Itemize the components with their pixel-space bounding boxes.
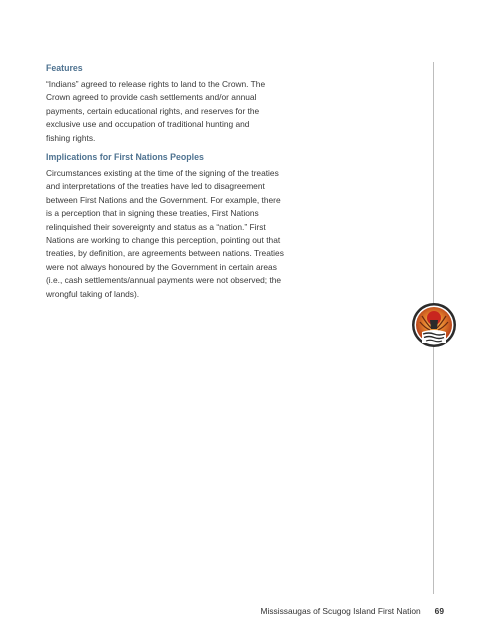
text-line: (i.e., cash settlements/annual payments were not observed; the: [46, 275, 282, 286]
main-content: [46, 62, 308, 307]
text-line: Circumstances existing at the time of the signing of the treaties: [46, 168, 279, 179]
page-footer: [261, 606, 444, 616]
text-line: is a perception that in signing these treaties, First Nations: [46, 208, 259, 219]
text-line: exclusive use and occupation of traditional hunting and: [46, 119, 250, 130]
text-line: treaties, by definition, are agreements between nations. Treaties: [46, 248, 284, 259]
text-line: payments, certain educational rights, and reserves for the: [46, 105, 260, 116]
text-line: wrongful taking of lands).: [46, 288, 140, 299]
text-line: between First Nations and the Government. For example, there: [46, 194, 281, 205]
first-nation-emblem-icon: [411, 302, 457, 348]
text-line: Crown agreed to provide cash settlements and/or annual: [46, 92, 257, 103]
implications-paragraph: [46, 167, 308, 301]
text-line: “Indians” agreed to release rights to land to the Crown. The: [46, 79, 266, 89]
text-line: and interpretations of the treaties have led to disagreement: [46, 181, 265, 192]
footer-publisher: Mississaugas of Scugog Island First Nation: [260, 606, 421, 616]
text-line: relinquished their sovereignty and status as a “nation.” First: [46, 221, 266, 232]
features-paragraph: [46, 78, 308, 145]
section-heading-implications: Implications for First Nations Peoples: [46, 152, 204, 163]
text-line: fishing rights.: [46, 132, 96, 143]
text-line: Nations are working to change this perception, pointing out that: [46, 235, 281, 246]
page-number: 69: [434, 606, 444, 616]
text-line: were not always honoured by the Government in certain areas: [46, 261, 277, 272]
section-heading-features: Features: [46, 63, 83, 73]
